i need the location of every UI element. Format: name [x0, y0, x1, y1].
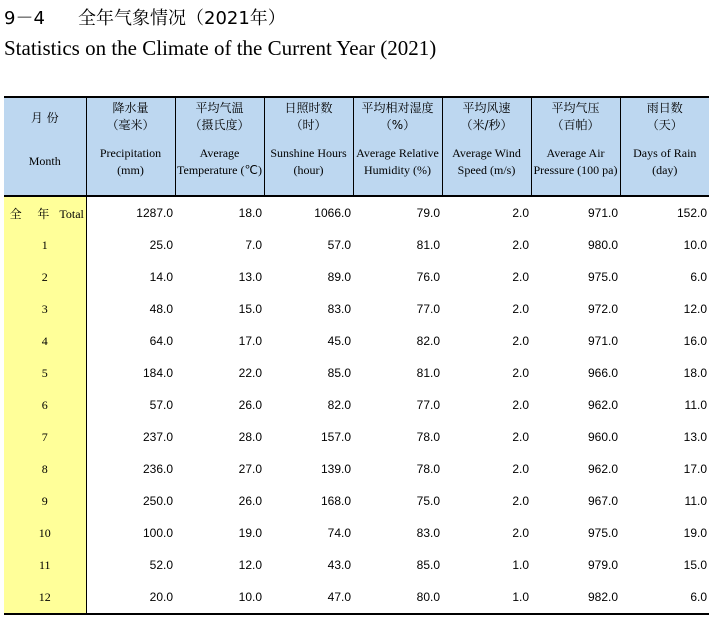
value-cell-average-relative-humidity: 82.0 — [416, 334, 440, 348]
value-cell-days-of-rain-day: 16.0 — [683, 334, 707, 348]
value-cell-sunshine-hours-hour: 45.0 — [327, 334, 351, 348]
month-cell: 5 — [4, 357, 86, 389]
value-cell-days-of-rain-day: 11.0 — [684, 398, 707, 412]
value-cell-average-relative-humidity: 77.0 — [416, 398, 440, 412]
table-row — [4, 229, 709, 261]
value-cell-average-temperature: 26.0 — [238, 494, 262, 508]
column-header-4 — [353, 97, 442, 196]
column-header-cn-line1: 平均相对湿度 — [361, 101, 434, 115]
value-cell-precipitation-mm: 52.0 — [149, 558, 173, 572]
column-header-cn — [4, 98, 86, 127]
value-cell-average-air-pressure-pa: 972.0 — [587, 302, 618, 316]
value-cell-average-temperature: 12.0 — [238, 558, 262, 572]
value-cell-average-air-pressure-pa: 971.0 — [587, 206, 618, 220]
column-header-cn-line1: 平均气温 — [195, 101, 244, 115]
column-header-1 — [86, 97, 175, 196]
column-header-cn-line2: （毫米） — [106, 118, 155, 132]
column-header-3 — [264, 97, 353, 196]
table-body — [4, 196, 709, 614]
value-cell-average-temperature: 27.0 — [238, 462, 262, 476]
month-cell: 9 — [4, 485, 86, 517]
value-cell-sunshine-hours-hour: 74.0 — [327, 526, 351, 540]
value-cell-average-relative-humidity: 81.0 — [416, 238, 440, 252]
value-cell-days-of-rain-day: 10.0 — [683, 238, 707, 252]
value-cell-precipitation-mm: 20.0 — [86, 581, 175, 614]
table-row — [4, 485, 709, 517]
value-cell-average-relative-humidity: 78.0 — [416, 462, 440, 476]
value-cell-days-of-rain-day: 18.0 — [683, 366, 707, 380]
value-cell-average-relative-humidity: 80.0 — [353, 581, 442, 614]
value-cell-precipitation-mm: 64.0 — [149, 334, 173, 348]
month-cell: 11 — [4, 549, 86, 581]
climate-table — [4, 96, 709, 615]
value-cell-precipitation-mm: 57.0 — [149, 398, 173, 412]
table-number: 9－4 — [4, 8, 45, 29]
month-cell-total — [4, 196, 86, 229]
column-header-2 — [175, 97, 264, 196]
value-cell-average-relative-humidity: 75.0 — [416, 494, 440, 508]
column-header-cn — [443, 98, 531, 134]
value-cell-average-air-pressure-pa: 967.0 — [587, 494, 618, 508]
column-header-cn — [176, 98, 264, 134]
column-header-en: Month — [28, 154, 61, 168]
month-cell: 7 — [4, 421, 86, 453]
value-cell-days-of-rain-day: 11.0 — [684, 494, 707, 508]
column-header-en: Precipitation (mm) — [99, 146, 162, 177]
table-row — [4, 549, 709, 581]
table-row — [4, 325, 709, 357]
value-cell-sunshine-hours-hour: 1066.0 — [314, 206, 351, 220]
month-cell: 3 — [4, 293, 86, 325]
column-header-en: Average Air Pressure (100 pa) — [533, 146, 618, 177]
value-cell-average-wind-speed-m-s: 2.0 — [512, 494, 529, 508]
column-header-cn-line1: 平均气压 — [551, 101, 600, 115]
value-cell-average-temperature: 7.0 — [245, 238, 262, 252]
value-cell-precipitation-mm: 14.0 — [149, 270, 173, 284]
value-cell-average-wind-speed-m-s: 1.0 — [512, 558, 529, 572]
table-row — [4, 517, 709, 549]
month-cell: 4 — [4, 325, 86, 357]
value-cell-average-air-pressure-pa: 975.0 — [587, 270, 618, 284]
value-cell-average-temperature: 26.0 — [238, 398, 262, 412]
value-cell-average-wind-speed-m-s: 2.0 — [512, 270, 529, 284]
value-cell-average-relative-humidity: 76.0 — [416, 270, 440, 284]
value-cell-sunshine-hours-hour: 85.0 — [327, 366, 351, 380]
value-cell-sunshine-hours-hour: 168.0 — [320, 494, 351, 508]
value-cell-sunshine-hours-hour: 157.0 — [320, 430, 351, 444]
value-cell-average-wind-speed-m-s: 2.0 — [512, 526, 529, 540]
column-header-cn-line2: （百帕） — [551, 118, 600, 132]
column-header-cn-line1: 平均风速 — [462, 101, 511, 115]
value-cell-precipitation-mm: 236.0 — [142, 462, 173, 476]
value-cell-average-relative-humidity: 78.0 — [416, 430, 440, 444]
value-cell-precipitation-mm: 237.0 — [142, 430, 173, 444]
value-cell-average-temperature: 18.0 — [238, 206, 262, 220]
value-cell-average-wind-speed-m-s: 2.0 — [512, 462, 529, 476]
column-header-cn-line1: 雨日数 — [646, 101, 683, 115]
value-cell-average-relative-humidity: 77.0 — [416, 302, 440, 316]
table-row — [4, 389, 709, 421]
column-header-cn — [265, 98, 353, 134]
column-header-6 — [531, 97, 620, 196]
value-cell-precipitation-mm: 25.0 — [149, 238, 173, 252]
column-header-7 — [620, 97, 709, 196]
month-cell: 6 — [4, 389, 86, 421]
value-cell-sunshine-hours-hour: 139.0 — [320, 462, 351, 476]
table-row — [4, 293, 709, 325]
value-cell-days-of-rain-day: 12.0 — [683, 302, 707, 316]
value-cell-average-temperature: 19.0 — [238, 526, 262, 540]
value-cell-average-temperature: 17.0 — [238, 334, 262, 348]
column-header-cn-line2: （摄氏度） — [189, 118, 250, 132]
column-header-cn-line1: 日照时数 — [284, 101, 333, 115]
value-cell-days-of-rain-day: 19.0 — [683, 526, 707, 540]
value-cell-average-air-pressure-pa: 982.0 — [531, 581, 620, 614]
table-row — [4, 196, 709, 229]
column-header-en: Days of Rain (day) — [633, 146, 697, 177]
month-cell: 12 — [4, 581, 86, 614]
value-cell-average-wind-speed-m-s: 2.0 — [512, 366, 529, 380]
column-header-cn-line2: （%） — [379, 118, 416, 132]
value-cell-sunshine-hours-hour: 89.0 — [327, 270, 351, 284]
value-cell-average-temperature: 22.0 — [238, 366, 262, 380]
value-cell-average-air-pressure-pa: 962.0 — [587, 398, 618, 412]
value-cell-average-wind-speed-m-s: 2.0 — [512, 430, 529, 444]
value-cell-days-of-rain-day: 6.0 — [690, 270, 707, 284]
value-cell-sunshine-hours-hour: 83.0 — [327, 302, 351, 316]
value-cell-average-air-pressure-pa: 960.0 — [587, 430, 618, 444]
column-header-cn-line2: （米/秒） — [460, 118, 513, 132]
value-cell-average-air-pressure-pa: 966.0 — [587, 366, 618, 380]
value-cell-average-temperature: 15.0 — [238, 302, 262, 316]
header-row — [4, 97, 709, 196]
title-cn-text: 全年气象情况（2021年） — [78, 8, 286, 29]
value-cell-days-of-rain-day: 152.0 — [676, 206, 707, 220]
column-header-5 — [442, 97, 531, 196]
value-cell-average-relative-humidity: 85.0 — [416, 558, 440, 572]
value-cell-precipitation-mm: 250.0 — [142, 494, 173, 508]
value-cell-average-wind-speed-m-s: 2.0 — [512, 398, 529, 412]
value-cell-average-air-pressure-pa: 975.0 — [587, 526, 618, 540]
total-label-en: Total — [59, 206, 84, 221]
value-cell-average-relative-humidity: 79.0 — [416, 206, 440, 220]
table-row — [4, 453, 709, 485]
value-cell-sunshine-hours-hour: 47.0 — [264, 581, 353, 614]
table-row — [4, 261, 709, 293]
table-title-en: Statistics on the Climate of the Current Year (2021) — [4, 36, 437, 60]
value-cell-precipitation-mm: 100.0 — [142, 526, 173, 540]
month-cell: 2 — [4, 261, 86, 293]
value-cell-sunshine-hours-hour: 43.0 — [327, 558, 351, 572]
value-cell-average-air-pressure-pa: 980.0 — [587, 238, 618, 252]
table-title-cn — [4, 4, 286, 30]
value-cell-average-wind-speed-m-s: 2.0 — [512, 206, 529, 220]
value-cell-average-wind-speed-m-s: 2.0 — [512, 238, 529, 252]
value-cell-average-wind-speed-m-s: 1.0 — [442, 581, 531, 614]
value-cell-average-temperature: 28.0 — [238, 430, 262, 444]
column-header-cn-line2: （时） — [290, 118, 327, 132]
column-header-en: Sunshine Hours (hour) — [270, 146, 347, 177]
value-cell-days-of-rain-day: 13.0 — [683, 430, 707, 444]
value-cell-average-air-pressure-pa: 979.0 — [587, 558, 618, 572]
column-header-en: Average Relative Humidity (%) — [356, 146, 439, 177]
value-cell-average-wind-speed-m-s: 2.0 — [512, 334, 529, 348]
value-cell-average-temperature: 13.0 — [238, 270, 262, 284]
value-cell-days-of-rain-day: 15.0 — [683, 558, 707, 572]
value-cell-average-relative-humidity: 81.0 — [416, 366, 440, 380]
table-row — [4, 357, 709, 389]
column-header-cn — [87, 98, 175, 134]
value-cell-average-wind-speed-m-s: 2.0 — [512, 302, 529, 316]
total-label-cn: 全 年 — [9, 206, 56, 221]
column-header-cn — [354, 98, 442, 134]
value-cell-days-of-rain-day: 17.0 — [683, 462, 707, 476]
column-header-cn — [532, 98, 620, 134]
value-cell-precipitation-mm: 184.0 — [142, 366, 173, 380]
table-row — [4, 421, 709, 453]
month-cell: 1 — [4, 229, 86, 261]
value-cell-average-temperature: 10.0 — [175, 581, 264, 614]
value-cell-precipitation-mm: 48.0 — [149, 302, 173, 316]
table-row — [4, 581, 709, 614]
value-cell-average-relative-humidity: 83.0 — [416, 526, 440, 540]
value-cell-sunshine-hours-hour: 57.0 — [327, 238, 351, 252]
column-header-cn-line1: 降水量 — [112, 101, 149, 115]
value-cell-average-air-pressure-pa: 971.0 — [587, 334, 618, 348]
column-header-en: Average Temperature (℃) — [177, 146, 262, 177]
value-cell-average-air-pressure-pa: 962.0 — [587, 462, 618, 476]
value-cell-precipitation-mm: 1287.0 — [136, 206, 173, 220]
month-cell: 8 — [4, 453, 86, 485]
value-cell-days-of-rain-day: 6.0 — [620, 581, 709, 614]
value-cell-sunshine-hours-hour: 82.0 — [327, 398, 351, 412]
column-header-0 — [4, 97, 86, 196]
column-header-cn-line2: （天） — [646, 118, 683, 132]
column-header-cn-line1: 月 份 — [30, 111, 59, 125]
month-cell: 10 — [4, 517, 86, 549]
column-header-en: Average Wind Speed (m/s) — [452, 146, 521, 177]
column-header-cn — [621, 98, 710, 134]
